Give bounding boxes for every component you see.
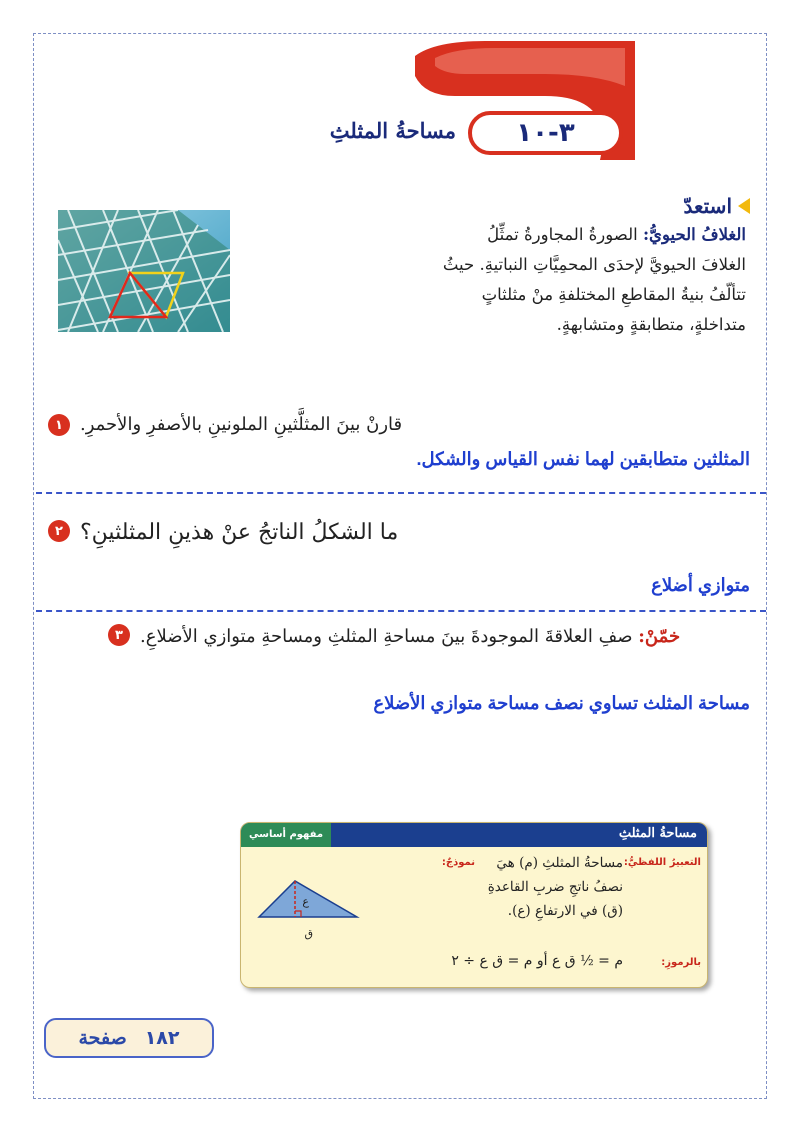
model-label: نموذجٌ: — [441, 857, 475, 868]
question-number-badge: ٢ — [48, 520, 70, 542]
formula: م = ½ ق ع أو م = ق ع ÷ ٢ — [451, 953, 623, 969]
question-1 — [48, 410, 748, 440]
page-label: صفحة — [78, 1027, 127, 1049]
height-symbol: ع — [302, 895, 309, 908]
concept-tag: مفهوم أساسي — [241, 823, 331, 847]
lesson-number: ٣-١٠ — [516, 118, 575, 148]
arrow-icon — [738, 198, 750, 214]
question-text: قارنْ بينَ المثلَّثينِ الملونينِ بالأصفرِ والأحمرِ. — [80, 414, 403, 435]
concept-title: مساحةُ المثلثِ — [618, 826, 697, 841]
lesson-title: مساحةُ المثلثِ — [329, 118, 456, 143]
intro-lead: الغلافُ الحيويُّ: — [642, 225, 746, 244]
key-concept-box — [240, 822, 708, 988]
section-divider — [36, 492, 766, 494]
intro-paragraph — [440, 220, 746, 340]
explore-heading — [500, 194, 750, 218]
question-text: صفِ العلاقةَ الموجودةَ بينَ مساحةِ المثلثِ ومساحةِ متوازي الأضلاعِ. — [140, 626, 633, 647]
section-divider — [36, 610, 766, 612]
lesson-number-badge — [468, 111, 623, 155]
question-number-badge: ٣ — [108, 624, 130, 646]
verbal-label: التعبيرُ اللفظيُّ: — [623, 857, 701, 868]
verbal-text: مساحةُ المثلثِ (م) هيَ نصفُ ناتجِ ضربِ القاعدةِ (ق) في الارتفاعِ (ع). — [487, 855, 623, 919]
biosphere-photo — [58, 210, 230, 332]
base-symbol: ق — [304, 927, 313, 940]
question-2 — [48, 516, 748, 550]
question-text: ما الشكلُ الناتجُ عنْ هذينِ المثلثينِ؟ — [80, 520, 399, 545]
page-number-box — [44, 1018, 214, 1058]
answer-1: المثلثين متطابقين لهما نفس القياس والشكل. — [416, 449, 750, 469]
answer-2: متوازي أضلاع — [651, 575, 750, 595]
page-number: ١٨٢ — [144, 1027, 180, 1049]
question-number-badge: ١ — [48, 414, 70, 436]
question-lead: خمّنْ: — [638, 626, 681, 647]
explore-label: استعدّ — [683, 194, 732, 218]
symbols-label: بالرموزِ: — [661, 957, 701, 968]
question-3 — [108, 620, 748, 654]
intro-text: الصورةُ المجاورةُ تمثِّلُ الغلافَ الحيويَّ لإحدَى المحمِيَّاتِ النباتيةِ. حيثُ تتألّفُ بنيةُ المقاطعِ المختلفةِ منْ مثلثاتٍ متداخلةٍ، متطابقةٍ ومتشابهةٍ. — [442, 225, 746, 334]
answer-3: مساحة المثلث تساوي نصف مساحة متوازي الأضلاع — [373, 693, 750, 713]
